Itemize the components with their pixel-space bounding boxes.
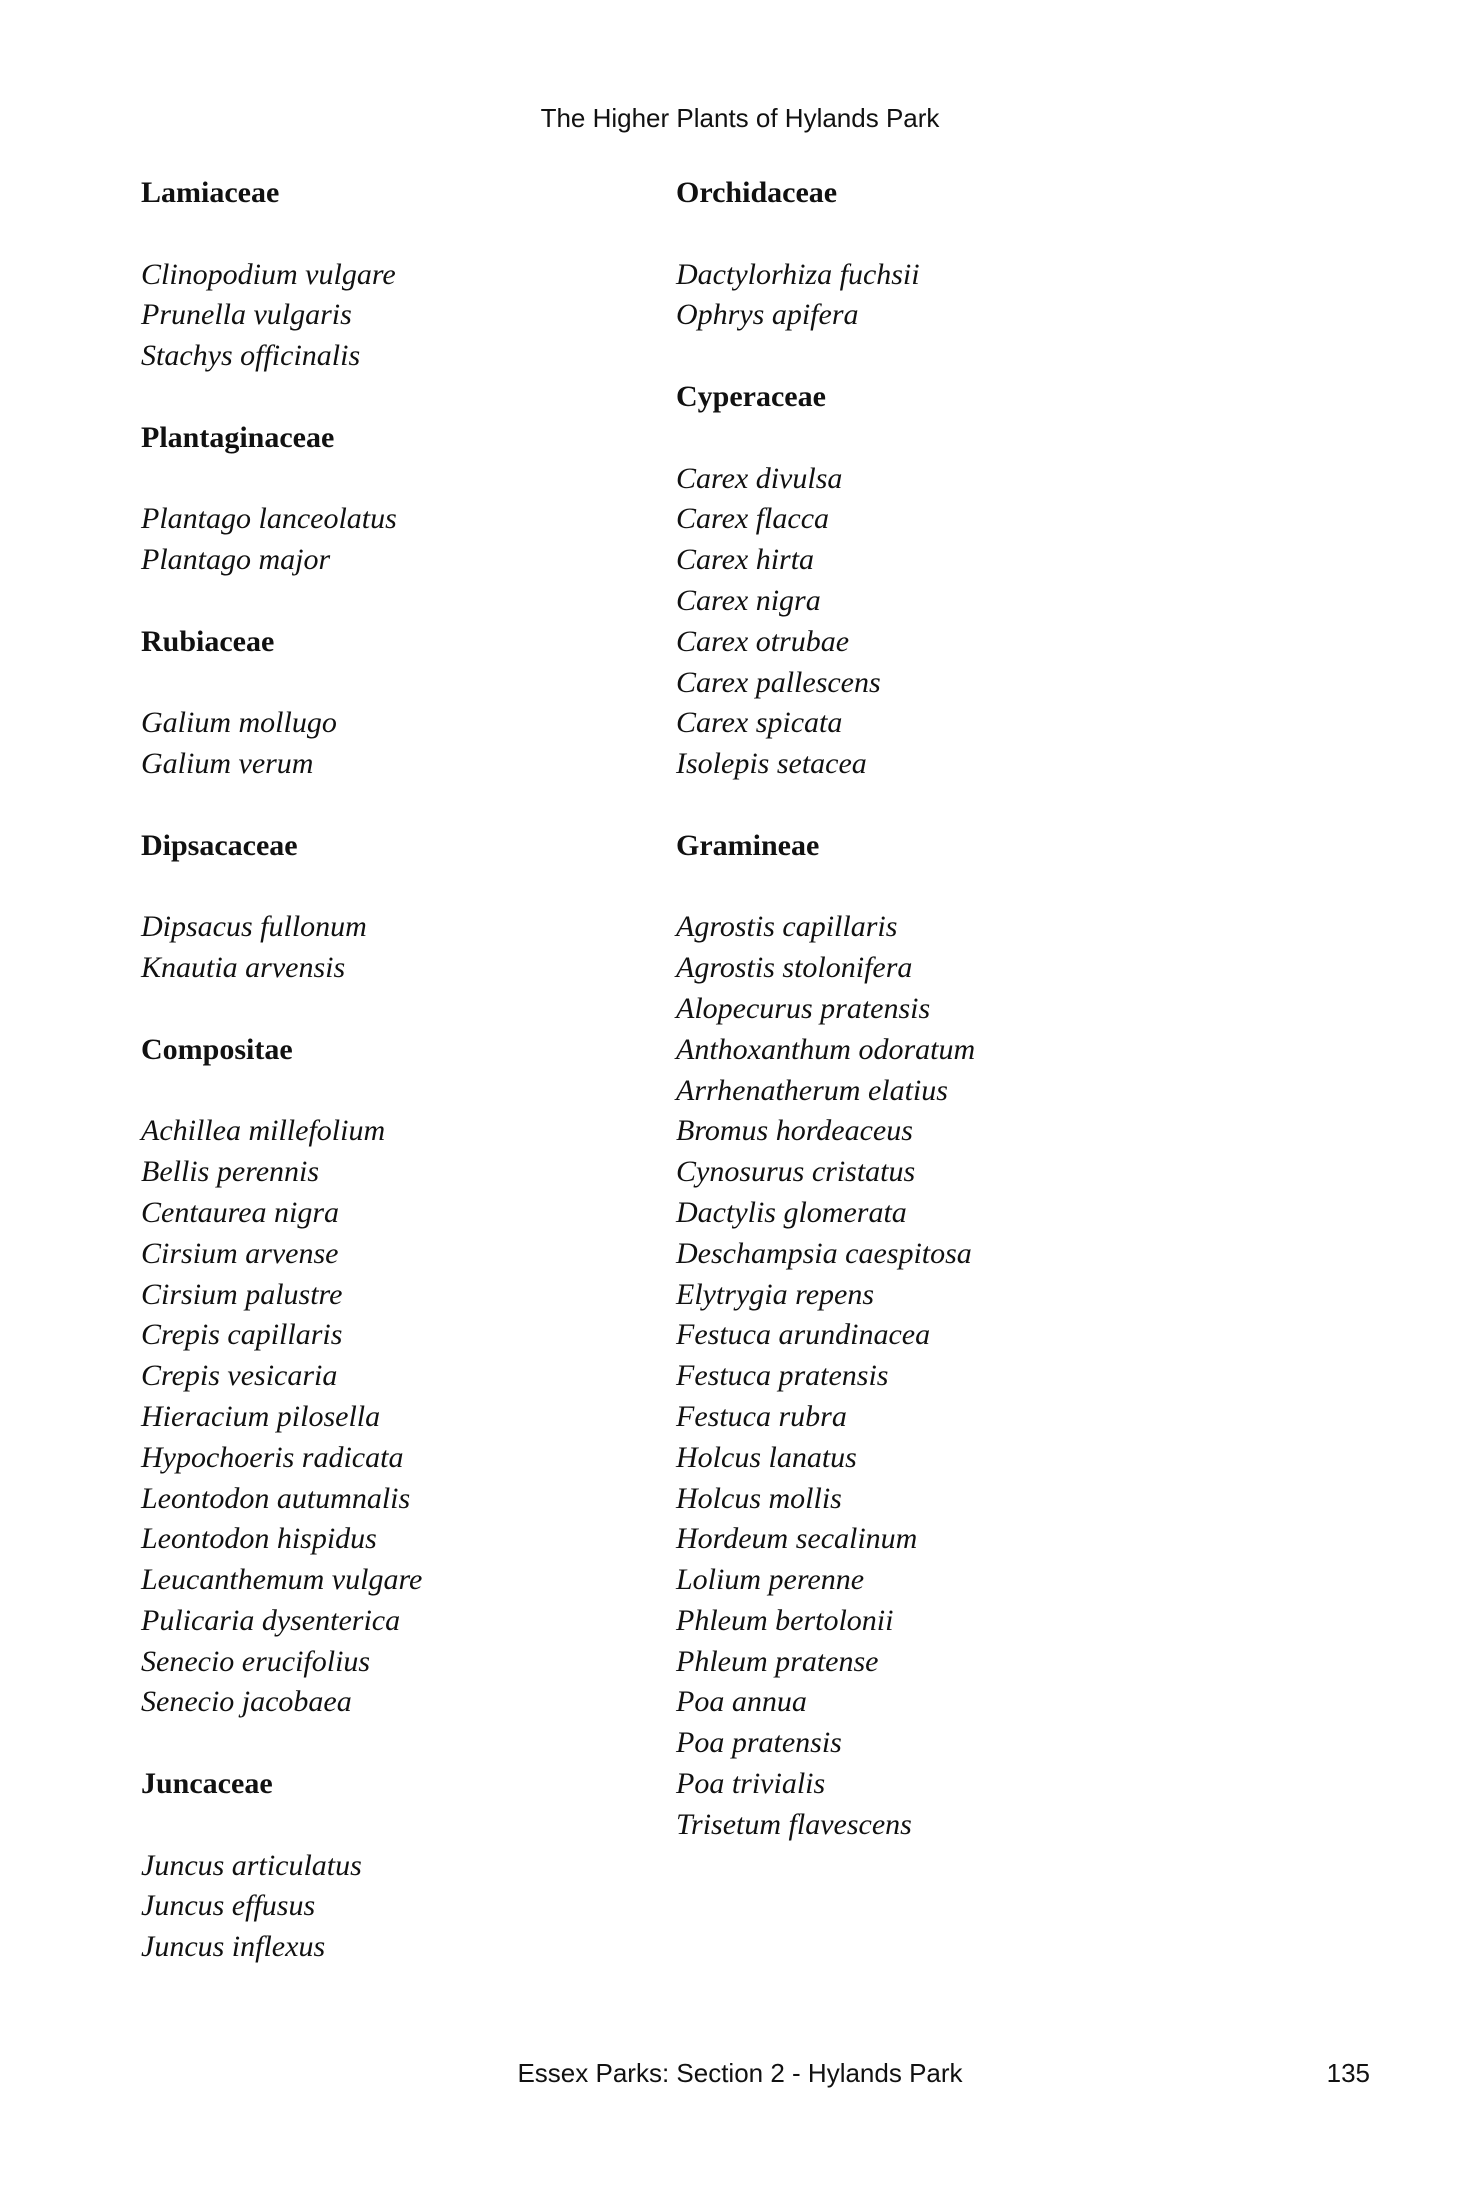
family-heading: Juncaceae — [141, 1767, 273, 1801]
family-heading: Lamiaceae — [141, 176, 280, 209]
species-item: Agrostis stolonifera — [676, 951, 913, 985]
right-column — [676, 173, 1236, 1886]
species-item: Galium verum — [141, 747, 314, 781]
species-item: Carex otrubae — [676, 624, 850, 658]
species-item: Bromus hordeaceus — [676, 1114, 913, 1148]
species-item: Carex pallescens — [676, 665, 881, 699]
species-item: Poa pratensis — [676, 1726, 842, 1760]
species-item: Carex divulsa — [676, 461, 843, 495]
species-item: Carex nigra — [676, 583, 821, 617]
family-heading: Compositae — [141, 1032, 293, 1066]
family-section — [141, 1030, 661, 1724]
family-section — [141, 1764, 661, 1968]
species-item: Dactylis glomerata — [676, 1195, 907, 1229]
species-item: Phleum pratense — [676, 1644, 879, 1678]
species-item: Holcus mollis — [676, 1481, 842, 1515]
species-item: Hypochoeris radicata — [141, 1440, 404, 1474]
species-item: Cirsium palustre — [141, 1277, 343, 1311]
species-item: Pulicaria dysenterica — [141, 1603, 401, 1637]
family-heading: Gramineae — [676, 828, 820, 862]
species-item: Trisetum flavescens — [676, 1807, 912, 1841]
family-section — [141, 826, 661, 989]
species-item: Hieracium pilosella — [141, 1399, 381, 1433]
species-item: Poa annua — [676, 1685, 807, 1719]
species-item: Cynosurus cristatus — [676, 1155, 916, 1189]
family-section — [141, 418, 661, 581]
species-item: Arrhenatherum elatius — [676, 1073, 948, 1107]
species-item: Dactylorhiza fuchsii — [676, 257, 920, 291]
family-heading: Dipsacaceae — [141, 828, 298, 862]
species-item: Festuca rubra — [676, 1399, 847, 1433]
family-heading: Orchidaceae — [676, 176, 838, 209]
species-item: Leucanthemum vulgare — [141, 1563, 423, 1597]
species-item: Anthoxanthum odoratum — [676, 1032, 976, 1066]
species-item: Hordeum secalinum — [676, 1522, 918, 1556]
species-item: Cirsium arvense — [141, 1236, 339, 1270]
species-item: Crepis vesicaria — [141, 1359, 338, 1393]
species-item: Dipsacus fullonum — [141, 910, 367, 944]
family-section — [141, 173, 661, 377]
species-item: Galium mollugo — [141, 706, 337, 740]
family-heading: Plantaginaceae — [141, 420, 335, 454]
species-item: Juncus effusus — [141, 1889, 316, 1923]
species-item: Stachys officinalis — [141, 339, 361, 373]
species-item: Lolium perenne — [676, 1563, 865, 1597]
species-item: Leontodon autumnalis — [141, 1481, 411, 1515]
species-item: Ophrys apifera — [676, 298, 859, 332]
species-item: Knautia arvensis — [141, 951, 346, 985]
species-item: Carex spicata — [676, 706, 843, 740]
family-heading: Rubiaceae — [141, 624, 275, 658]
left-column — [141, 173, 661, 2009]
species-item: Plantago lanceolatus — [141, 502, 397, 536]
species-item: Crepis capillaris — [141, 1318, 343, 1352]
family-section — [676, 173, 1236, 336]
footer-title: Essex Parks: Section 2 - Hylands Park — [517, 2058, 963, 2088]
species-item: Plantago major — [141, 543, 331, 577]
page-number: 135 — [1326, 2058, 1370, 2088]
species-item: Senecio jacobaea — [141, 1685, 352, 1719]
species-item: Carex flacca — [676, 502, 830, 536]
family-heading: Cyperaceae — [676, 379, 826, 413]
species-item: Festuca pratensis — [676, 1359, 889, 1393]
species-item: Juncus inflexus — [141, 1930, 326, 1964]
species-item: Phleum bertolonii — [676, 1603, 894, 1637]
species-item: Juncus articulatus — [141, 1848, 362, 1882]
species-item: Carex hirta — [676, 543, 815, 577]
family-section — [676, 826, 1236, 1846]
species-item: Agrostis capillaris — [676, 910, 898, 944]
species-item: Leontodon hispidus — [141, 1522, 377, 1556]
species-item: Poa trivialis — [676, 1767, 826, 1801]
species-item: Festuca arundinacea — [676, 1318, 931, 1352]
species-item: Centaurea nigra — [141, 1195, 340, 1229]
species-item: Elytrygia repens — [676, 1277, 875, 1311]
species-item: Prunella vulgaris — [141, 298, 352, 332]
species-item: Senecio erucifolius — [141, 1644, 371, 1678]
family-section — [676, 377, 1236, 785]
species-item: Bellis perennis — [141, 1155, 320, 1189]
species-item: Clinopodium vulgare — [141, 257, 396, 291]
species-item: Holcus lanatus — [676, 1440, 857, 1474]
family-section — [141, 622, 661, 785]
running-head: The Higher Plants of Hylands Park — [540, 103, 940, 133]
species-item: Achillea millefolium — [141, 1114, 386, 1148]
species-item: Isolepis setacea — [676, 747, 867, 781]
species-item: Deschampsia caespitosa — [676, 1236, 972, 1270]
species-item: Alopecurus pratensis — [676, 991, 931, 1025]
